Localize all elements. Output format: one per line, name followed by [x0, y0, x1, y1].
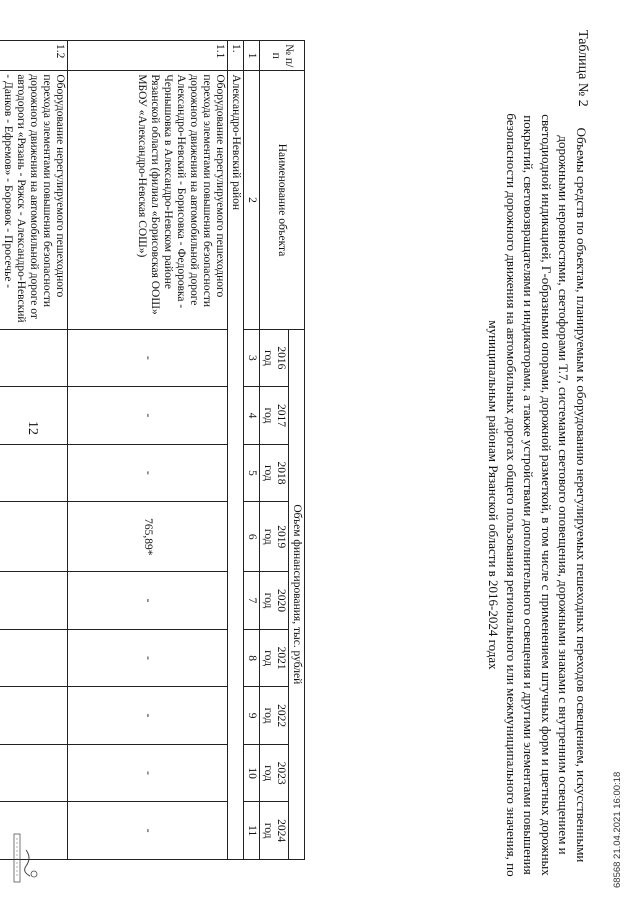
- row-num: 1.1: [68, 41, 228, 71]
- row-value: -: [68, 387, 228, 445]
- table-row: [68, 41, 228, 860]
- index-cell: 1: [244, 41, 260, 71]
- row-value: -: [68, 744, 228, 802]
- year-header: 2024 год: [260, 802, 289, 860]
- index-cell: 10: [244, 744, 260, 802]
- year-header: 2021 год: [260, 629, 289, 687]
- row-value: [0, 502, 68, 572]
- index-cell: 4: [244, 387, 260, 445]
- col-header-name: Наименование объекта: [260, 71, 305, 329]
- index-cell: 2: [244, 71, 260, 329]
- index-cell: 3: [244, 329, 260, 387]
- year-header: 2020 год: [260, 572, 289, 630]
- index-cell: 9: [244, 687, 260, 745]
- row-value: -: [68, 687, 228, 745]
- year-header: 2016 год: [260, 329, 289, 387]
- year-header: 2023 год: [260, 744, 289, 802]
- row-value: -: [68, 802, 228, 860]
- index-cell: 8: [244, 629, 260, 687]
- funding-group-header: Объем финансирования, тыс. рублей: [289, 329, 305, 859]
- footer-stamp: 68568 21.04.2021 16:00:18: [612, 771, 623, 888]
- row-value: [0, 387, 68, 445]
- row-value: [0, 329, 68, 387]
- row-value: [0, 687, 68, 745]
- year-header: 2022 год: [260, 687, 289, 745]
- row-value: 765,89*: [68, 502, 228, 572]
- row-name: Оборудование нерегулируемого пешеходного перехода элементами повышения безопасности дорожного движения на автомобильной дороге Александро-Невский - Борисовка - Федоровка - Чернышовка в Александро-Невском районе Рязанской области (филиал «Борисовская ООШ» МБОУ «Александро-Невская СОШ»): [68, 71, 228, 329]
- row-value: [0, 572, 68, 630]
- section-num: 1.: [228, 41, 244, 71]
- row-value: -: [68, 629, 228, 687]
- row-value: [0, 629, 68, 687]
- row-value: -: [68, 444, 228, 502]
- section-row: [228, 41, 244, 860]
- row-value: -: [68, 572, 228, 630]
- row-value: [0, 444, 68, 502]
- col-header-num: № п/п: [260, 41, 305, 71]
- table-label: Таблица № 2: [575, 30, 590, 107]
- year-header: 2019 год: [260, 502, 289, 572]
- section-name: Александро-Невский район: [228, 71, 244, 860]
- page-number: 12: [25, 421, 40, 435]
- index-cell: 11: [244, 802, 260, 860]
- index-cell: 5: [244, 444, 260, 502]
- index-cell: 6: [244, 502, 260, 572]
- row-value: [0, 744, 68, 802]
- funding-table: [0, 40, 305, 860]
- registration-seal-icon: [8, 830, 48, 888]
- year-header: 2018 год: [260, 444, 289, 502]
- document-heading: Объемы средств по объектам, планируемым к оборудованию нерегулируемых пешеходных переходов освещением, искусственными дорожными неровностями, светофорами Т.7, системами светового оповещения, дорожными знаками с внутренним освещением и светодиодной индикацией, Г-образными опорами, дорожной разметкой, в том числе с применением штучных форм и цветных дорожных покрытий, световозвращателями и индикаторами, а также устройствами дополнительного освещения и другими элементами повышения безопасности дорожного движения на автомобильных дорогах общего пользования регионального или межмуниципального значения, по муниципальным районам Рязанской области в 2016-2024 годах: [486, 113, 589, 877]
- row-name: Оборудование нерегулируемого пешеходного перехода элементами повышения безопасности дорожного движения на автомобильной дороге от автодороги «Рязань - Ряжск - Александро-Невский - Данков - Ефремов» - Боровок - Просечье -: [0, 71, 68, 329]
- row-num: 1.2: [0, 41, 68, 71]
- year-header: 2017 год: [260, 387, 289, 445]
- row-value: -: [68, 329, 228, 387]
- index-row: [244, 41, 260, 860]
- table-row: [0, 41, 68, 860]
- index-cell: 7: [244, 572, 260, 630]
